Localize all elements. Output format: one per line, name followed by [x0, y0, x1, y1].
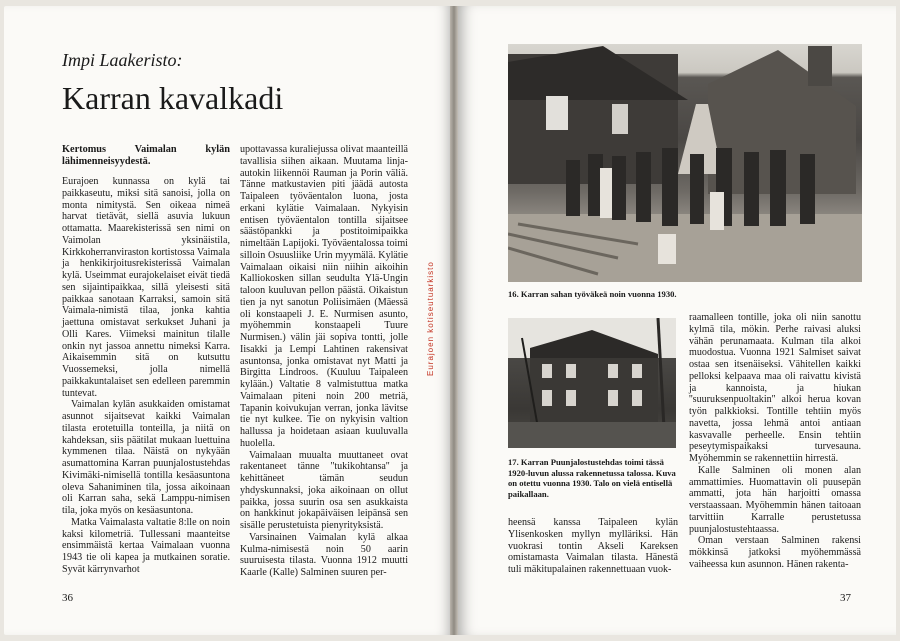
sawmill-workers-illustration — [508, 44, 862, 282]
page-number-left: 36 — [62, 592, 73, 604]
sawmill-workers-photo — [508, 44, 862, 282]
paragraph: upottavassa kuraliejussa olivat maanteillä tavallisia siihen aikaan. Muutama linja-autokin liikennöi Rauman ja Porin väliä. Tänne matkustavien piti jäädä autosta Taipaleen työväentalon luona, josta erkani kylätie Vaimalaan. Nykyisin entisen työväentalon tontilla sijaitsee säästöpankki ja postitoimipaikka nimeltään Lapijoki. Työväentalossa toimi silloin Osuusliike Urin myymälä. Kylätie Vaimalaan oikaisi niin niihin aikoihin Kalliokosken sillan seudulta Ylä-Ungin taloon kuuluvan pellon päästä. Oikaistun tien ja nyt sanotun Poliisimäen (Mäessä oli konstaapeli J. E. Nurmisen asunto, myöhemmin konstaapeli Tuure Nurmisen.) välin jäi sopiva tontti, jolle Iisakki ja Lempi Lahtinen rakensivat asuntonsa, jonka omistavat nyt Matti ja Birgitta Lindroos. (Kuuluu Taipaleen kylään.) Valtatie 8 valmistuttua matka Vaimalaan piteni noin 200 metriä, Tapanin koivukujan verran, jonka lävitse tie nyt kulkee. Tie on nykyisin valtion hallussa ja hoidetaan asiaan kuuluvalla huolella. — [240, 144, 408, 449]
article-lead: Kertomus Vaimalan kylän lähimenneisyydestä. — [62, 144, 230, 167]
author-name: Impi Laakeristo: — [62, 50, 183, 70]
paragraph: Vaimalaan muualta muuttaneet ovat rakentaneet tänne ''tukikohtansa'' ja kehittäneet tämän seudun yhdyskunnaksi, joka aikoinaan on ollut paikka, jossa suurin osa sen asukkaista on hankkinut jokapäiväisen leipänsä sen sisälle perustetuista pienyrityksistä. — [240, 449, 408, 531]
paragraph: raamalleen tontille, joka oli niin sanottu kylmä tila, mökin. Perhe raivasi aluksi vähän perunamaata. Kulman tila alkoi muodostua. Vuonna 1921 Salmiset saivat ostaa sen itsenäiseksi. Vähitellen kaikki pelloksi kelpaava maa oli raivattu kivistä ja kannoista, ja hiukan ''suuruksenpuoltakin'' alkoi heruа kovan työn palkkioksi. Tontille tehtiin myös navetta, jossa lehmä antoi antiaan kasvavalle perheelle. Ensin tehtiin peseytymispaikaksi turvesauna. Myöhemmin se rakennettiin hirrestä. — [689, 312, 861, 464]
photo-caption-17: 17. Karran Puunjalostustehdas toimi tässä 1920-luvun alussa rakennetussa talossa. Kuva on otettu vuonna 1930. Talo on vielä entisellä paikallaan. — [508, 457, 676, 499]
article-title: Karran kavalkadi — [62, 80, 284, 116]
paragraph: Kalle Salminen oli monen alan ammattimies. Huomattavin oli puusepän ammatti, jota hän harjoitti omassa verstaassaan. Myöhemmin hänen taitoaan tarvittiin Karralle perustetussa puunjalostustehtaassa. — [689, 464, 861, 535]
left-column-2 — [240, 144, 408, 579]
paragraph: heensä kanssa Taipaleen kylän Ylisenkosken myllyn mylläriksi. Hän vuokrasi tontin Akseli Kareksen omistamasta Vaimalan tilasta. Hänestä tuli mäkitupalainen rakennettuaan vuok- — [508, 517, 678, 575]
right-page — [458, 6, 896, 635]
page-number-right: 37 — [840, 592, 851, 604]
left-column-1 — [62, 144, 230, 576]
paragraph: Varsinainen Vaimalan kylä alkaa Kulma-nimisestä noin 50 aarin suuruisesta tilasta. Vuonna 1912 muutti Kaarle (Kalle) Salminen suuren per- — [240, 531, 408, 578]
paragraph: Eurajoen kunnassa on kylä tai paikkaseutu, miksi sitä sanoisi, jolla on monta nimitystä. Sen oikeaa nimeä harvat tietävät, siellä asuvia lukuun ottamatta. Maarekisterissä sen nimi on Vaimolan yksinäistila, Kirkkoherranviraston kortistossa Vaimala ja henkikirjoitusrekisterissä Vaimalan kylä. Useimmat eurajokelaiset eivät tiedä sen sijaintipaikkaa, sillä yleisesti sitä paikkaa sanotaan Karraksi, samoin sitä Vaimala-nimistä tilaa, jonka kahtia jaettuna omistavat serkukset Juhani ja Olli Kares. Viimeksi mainitun tilalle onkin nyt jassoa annettu nimeksi Karra. Aikaisemmin sitä on kutsuttu Vuossemeksi, jolla nimellä paikkakuntalaiset sen edelleen paremmin tuntevat. — [62, 176, 231, 399]
paragraph: Vaimalan kylän asukkaiden omistamat asunnot sijaitsevat kaikki Vaimalan tilasta erotetuilla tonteilla, ja niitä on kahdeksan, siis päätilat mukaan luettuina kymmenen tilaa. Näistä on nykyään asumattomina Karran puunjalostustehdas Kivimäki-nimisellä tontilla kesäasuntona oleva Sahaniminen tila, jossa aikoinaan oli Karran saha, sekä Lamppu-nimisen tila, joka myös on kesäasuntona. — [62, 399, 230, 516]
archive-stamp: Eurajoen kotiseutuarkisto — [426, 261, 435, 376]
right-column-1 — [508, 517, 678, 576]
photo-caption-16: 16. Karran sahan työväkeä noin vuonna 1930. — [508, 289, 677, 299]
book-gutter — [450, 6, 458, 635]
paragraph: Oman verstaan Salminen rakensi mökkinsä jatkoksi myöhemmässä vaiheessa kun asunnon. Hänen rakenta- — [689, 535, 861, 570]
paragraph: Matka Vaimalasta valtatie 8:lle on noin kaksi kilometriä. Tullessani maanteitse ensimmäistä kertaa Vaimalaan vuonna 1943 tie oli kapea ja mutkainen soratie. Syvät kärrynvarhot — [62, 516, 230, 575]
factory-building-illustration — [508, 318, 676, 448]
right-column-2 — [689, 312, 861, 571]
left-page — [4, 6, 450, 635]
factory-building-photo — [508, 318, 676, 448]
